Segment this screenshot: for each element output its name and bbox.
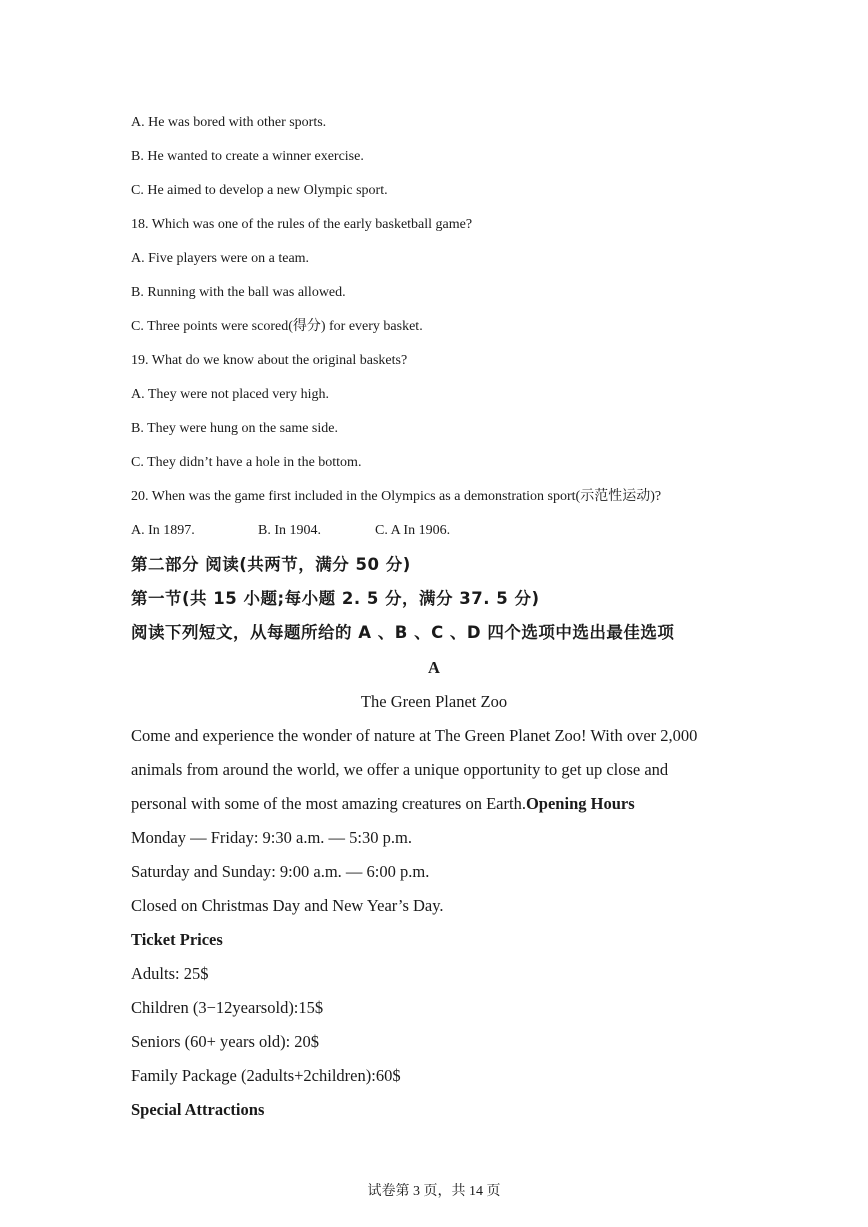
q20-option-b: B. In 1904. [258, 523, 321, 538]
part2-heading: 第二部分 阅读(共两节，满分 50 分) [131, 555, 411, 574]
section1-heading: 第一节(共 15 小题;每小题 2. 5 分，满分 37. 5 分) [131, 589, 540, 608]
hours-weekend: Saturday and Sunday: 9:00 a.m. — 6:00 p.m. [131, 862, 430, 881]
intro-line-2: animals from around the world, we offer a unique opportunity to get up close and [131, 760, 669, 779]
q19-option-c: C. They didn’t have a hole in the bottom. [131, 455, 362, 470]
intro-line-3 [131, 796, 635, 813]
q20-option-a: A. In 1897. [131, 523, 195, 538]
q17-option-c: C. He aimed to develop a new Olympic sport. [131, 183, 388, 198]
page-footer: 试卷第 3 页，共 14 页 [367, 1184, 501, 1199]
q18-option-b: B. Running with the ball was allowed. [131, 285, 346, 300]
q20-stem: 20. When was the game first included in the Olympics as a demonstration sport(示范性运动)? [131, 489, 662, 504]
intro-line-3-text: personal with some of the most amazing creatures on Earth. [131, 794, 526, 813]
q17-option-a: A. He was bored with other sports. [131, 115, 327, 130]
price-adults: Adults: 25$ [131, 964, 209, 983]
price-children: Children (3−12yearsold):15$ [131, 998, 324, 1017]
price-seniors: Seniors (60+ years old): 20$ [131, 1032, 320, 1051]
hours-weekday: Monday — Friday: 9:30 a.m. — 5:30 p.m. [131, 828, 412, 847]
passage-title: The Green Planet Zoo [360, 692, 508, 711]
q17-option-b: B. He wanted to create a winner exercise. [131, 149, 364, 164]
q19-stem: 19. What do we know about the original baskets? [131, 353, 408, 368]
q18-option-c: C. Three points were scored(得分) for every basket. [131, 319, 423, 334]
special-attractions-heading: Special Attractions [131, 1100, 265, 1119]
ticket-prices-heading: Ticket Prices [131, 930, 223, 949]
q20-options [131, 524, 450, 538]
reading-instruction: 阅读下列短文，从每题所给的 A 、B 、C 、D 四个选项中选出最佳选项 [131, 623, 675, 642]
q18-option-a: A. Five players were on a team. [131, 251, 310, 266]
opening-hours-heading: Opening Hours [525, 794, 635, 813]
intro-line-1: Come and experience the wonder of nature at The Green Planet Zoo! With over 2,000 [131, 726, 698, 745]
price-family: Family Package (2adults+2children):60$ [131, 1066, 401, 1085]
q18-stem: 18. Which was one of the rules of the early basketball game? [131, 217, 473, 232]
passage-label: A [428, 658, 440, 677]
q20-option-c: C. A In 1906. [375, 523, 451, 538]
q19-option-b: B. They were hung on the same side. [131, 421, 338, 436]
hours-closed: Closed on Christmas Day and New Year’s Day. [131, 896, 444, 915]
q19-option-a: A. They were not placed very high. [131, 387, 330, 402]
